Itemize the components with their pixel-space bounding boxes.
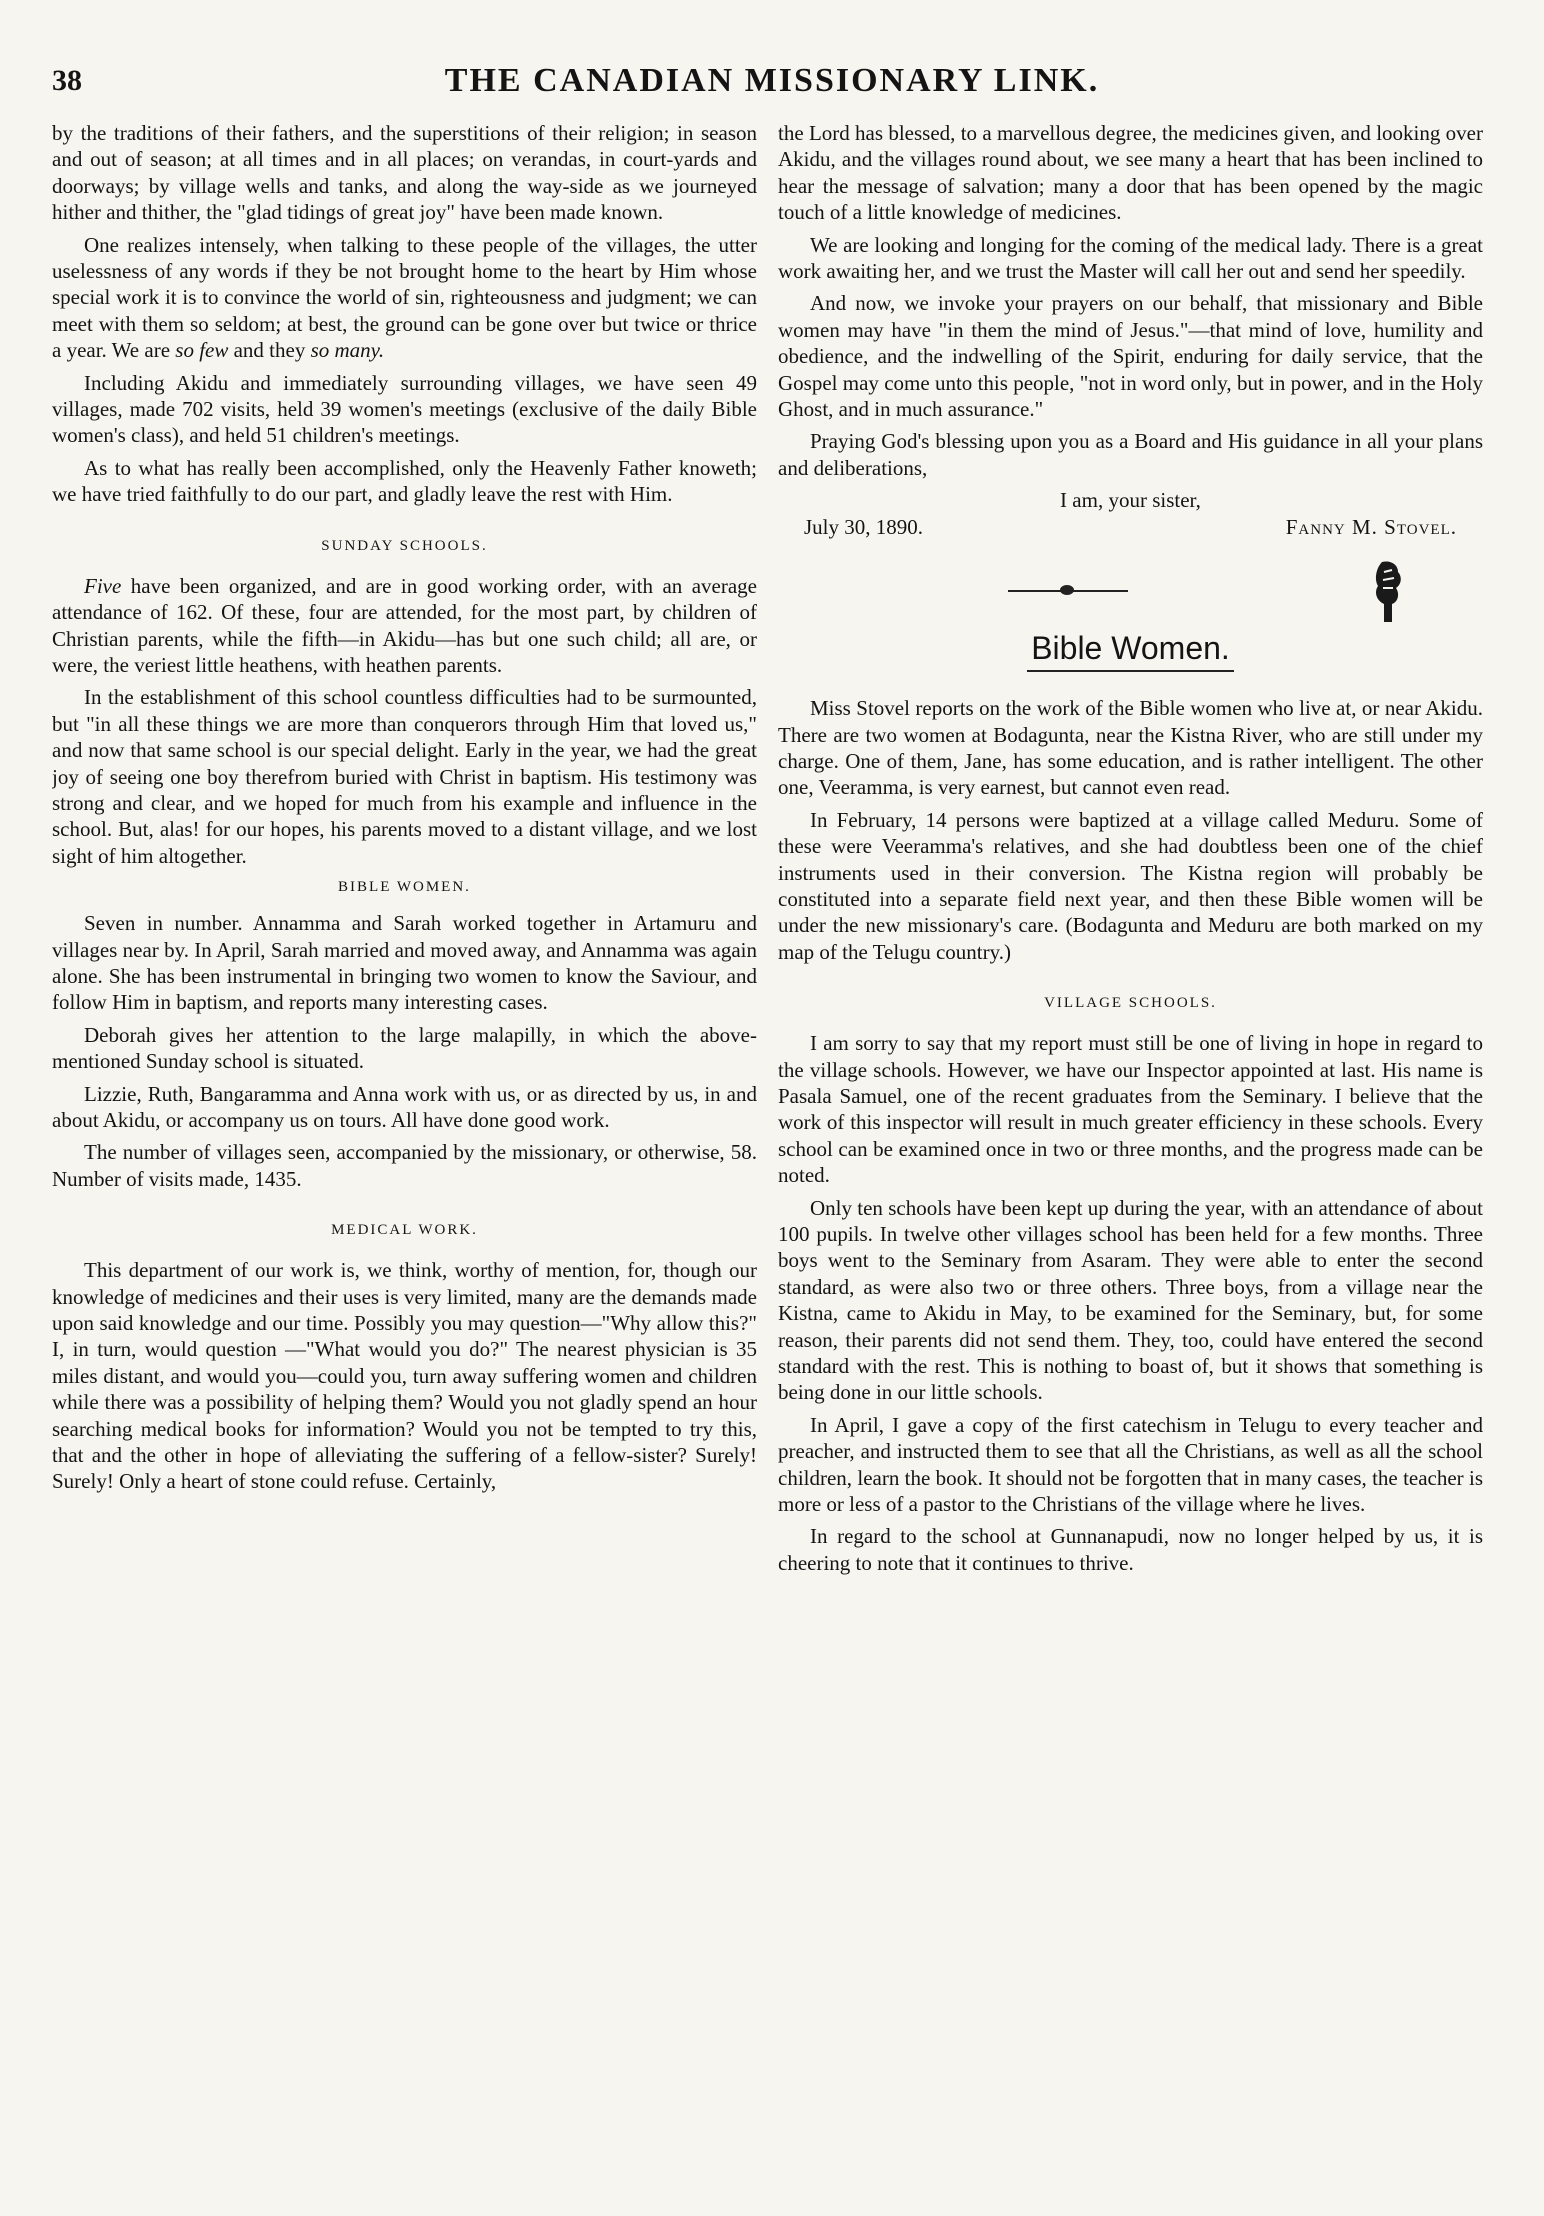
paragraph: This department of our work is, we think, worthy of mention, for, though our knowledge of medicines and their uses is very limited, many are the demands made upon said knowledge and our time. Possibly you may question—"Why allow this?" I, in turn, would question —"What would you do?" The nearest physician is 35 miles distant, and would you—could you, turn away suffering women and children while there was a possibility of helping them? Would you not gladly spend an hour searching medical books for information? Would you not be tempted to try this, that and the other in hope of alleviating the suffering of a fellow-sister? Surely! Surely! Only a heart of stone could refuse. Certainly,	[52, 1258, 757, 1494]
paragraph: And now, we invoke your prayers on our behalf, that missionary and Bible women may have "in them the mind of Jesus."—that mind of love, humility and obedience, and the indwelling of the Spirit, enduring for daily service, that the Gospel may come unto this people, "not in word only, but in power, and in the Holy Ghost, and in much assurance."	[778, 291, 1483, 422]
paragraph: Seven in number. Annamma and Sarah worked together in Artamuru and villages near by. In April, Sarah married and moved away, and Annamma was again alone. She has been instrumental in bringing two women to know the Saviour, and follow Him in baptism, and reports many interesting cases.	[52, 911, 757, 1015]
paragraph: One realizes intensely, when talking to these people of the villages, the utter uselessness of any words if they be not brought home to the heart by Him whose special work it is to convince the world of sin, righteousness and judgment; we can meet with them so seldom; at best, the ground can be gone over but twice or thrice a year. We are so few and they so many.	[52, 232, 757, 363]
divider-dot	[1060, 585, 1074, 595]
section-heading-medical-work: MEDICAL WORK.	[331, 1222, 478, 1239]
paragraph: Including Akidu and immediately surrounding villages, we have seen 49 villages, made 702 visits, held 39 women's meetings (exclusive of the daily Bible women's class), and held 51 children's meetings.	[52, 370, 757, 448]
section-heading-village-schools: VILLAGE SCHOOLS.	[1044, 995, 1217, 1012]
letter-date: July 30, 1890.	[804, 514, 924, 539]
section-title-bible-women: Bible Women.	[778, 630, 1483, 667]
signature: Fanny M. Stovel.	[1285, 514, 1457, 539]
paragraph: Five have been organized, and are in good working order, with an average attendance of 162. Of these, four are attended, for the most part, by children of Christian parents, while the fifth—in Akidu—has but one such child; all are, or were, the veriest little heathens, with heathen parents.	[52, 573, 757, 677]
paragraph: Praying God's blessing upon you as a Board and His guidance in all your plans and deliberations,	[778, 429, 1483, 480]
paragraph: Only ten schools have been kept up during the year, with an attendance of about 100 pupils. In twelve other villages school has been held for a few months. Three boys went to the Seminary from Asaram. They were able to enter the second standard, as were also two or three others. Three boys, from a village near the Kistna, came to Akidu in May, to be examined for the Seminary, but, for some reason, their parents did not send them. They, too, could have entered the second standard with the rest. This is nothing to boast of, but it shows that something is being done in our little schools.	[778, 1195, 1483, 1405]
paragraph: In April, I gave a copy of the first catechism in Telugu to every teacher and preacher, and instructed them to see that all the Christians, as well as all the school children, learn the book. It should not be forgotten that in many cases, the teacher is more or less of a pastor to the Christians of the village where he lives.	[778, 1412, 1483, 1517]
paragraph: The number of villages seen, accompanied by the missionary, or otherwise, 58. Number of visits made, 1435.	[52, 1140, 757, 1191]
hand-ornament-icon	[1368, 558, 1408, 626]
section-heading-sunday-schools: SUNDAY SCHOOLS.	[321, 537, 488, 554]
section-divider	[778, 558, 1483, 630]
paragraph: As to what has really been accomplished, only the Heavenly Father knoweth; we have tried faithfully to do our part, and gladly leave the rest with Him.	[52, 455, 757, 507]
page-header	[52, 60, 1492, 104]
emphasis: Five	[84, 573, 122, 598]
emphasis: so many.	[310, 338, 385, 363]
paragraph: In the establishment of this school countless difficulties had to be surmounted, but "in all these things we are more than conquerors through Him that loved us," and now that same school is our special delight. Early in the year, we had the great joy of seeing one boy therefrom buried with Christ in baptism. His testimony was strong and clear, and we hoped for much from his example and influence in the school. But, alas! for our hopes, his parents moved to a distant village, and we lost sight of him altogether.	[52, 685, 757, 868]
paragraph: the Lord has blessed, to a marvellous degree, the medicines given, and looking over Akidu, and the villages round about, we see many a heart that has been inclined to hear the message of salvation; many a door that has been opened by the magic touch of a little knowledge of medicines.	[778, 121, 1483, 225]
paragraph: Miss Stovel reports on the work of the Bible women who live at, or near Akidu. There are two women at Bodagunta, near the Kistna River, who are still under my charge. One of them, Jane, has some education, and is rather intelligent. The other one, Veeramma, is very earnest, but cannot even read.	[778, 696, 1483, 800]
paragraph: I am sorry to say that my report must still be one of living in hope in regard to the village schools. However, we have our Inspector appointed at last. His name is Pasala Samuel, one of the recent graduates from the Seminary. I believe that the work of this inspector will result in much greater efficiency in these schools. Every school can be examined once in two or three months, and the progress made can be noted.	[778, 1031, 1483, 1188]
paragraph: Deborah gives her attention to the large malapilly, in which the above-mentioned Sunday school is situated.	[52, 1022, 757, 1074]
paragraph: In regard to the school at Gunnanapudi, now no longer helped by us, it is cheering to note that it continues to thrive.	[778, 1524, 1483, 1575]
right-column	[778, 120, 1483, 2180]
paragraph: Lizzie, Ruth, Bangaramma and Anna work with us, or as directed by us, in and about Akidu, or accompany us on tours. All have done good work.	[52, 1081, 757, 1132]
page-number: 38	[52, 64, 82, 97]
emphasis: so few	[175, 338, 229, 363]
section-heading-bible-women: BIBLE WOMEN.	[338, 879, 471, 896]
signoff: I am, your sister,	[1060, 488, 1201, 513]
paragraph: We are looking and longing for the coming of the medical lady. There is a great work awaiting her, and we trust the Master will call her out and send her speedily.	[778, 232, 1483, 284]
left-column	[52, 120, 757, 2180]
signature-row	[778, 514, 1483, 540]
paragraph: In February, 14 persons were baptized at a village called Meduru. Some of these were Veeramma's relatives, and she had doubtless been one of the chief instruments used in their conversion. The Kistna region will probably be constituted into a separate field next year, and then these Bible women will be under the new missionary's care. (Bodagunta and Meduru are both marked on my map of the Telugu country.)	[778, 807, 1483, 964]
journal-title: THE CANADIAN MISSIONARY LINK.	[444, 62, 1100, 99]
paragraph: by the traditions of their fathers, and the superstitions of their religion; in season and out of season; at all times and in all places; on verandas, in court-yards and doorways; by village wells and tanks, and along the way-side as we journeyed hither and thither, the "glad tidings of great joy" have been made known.	[52, 121, 757, 225]
